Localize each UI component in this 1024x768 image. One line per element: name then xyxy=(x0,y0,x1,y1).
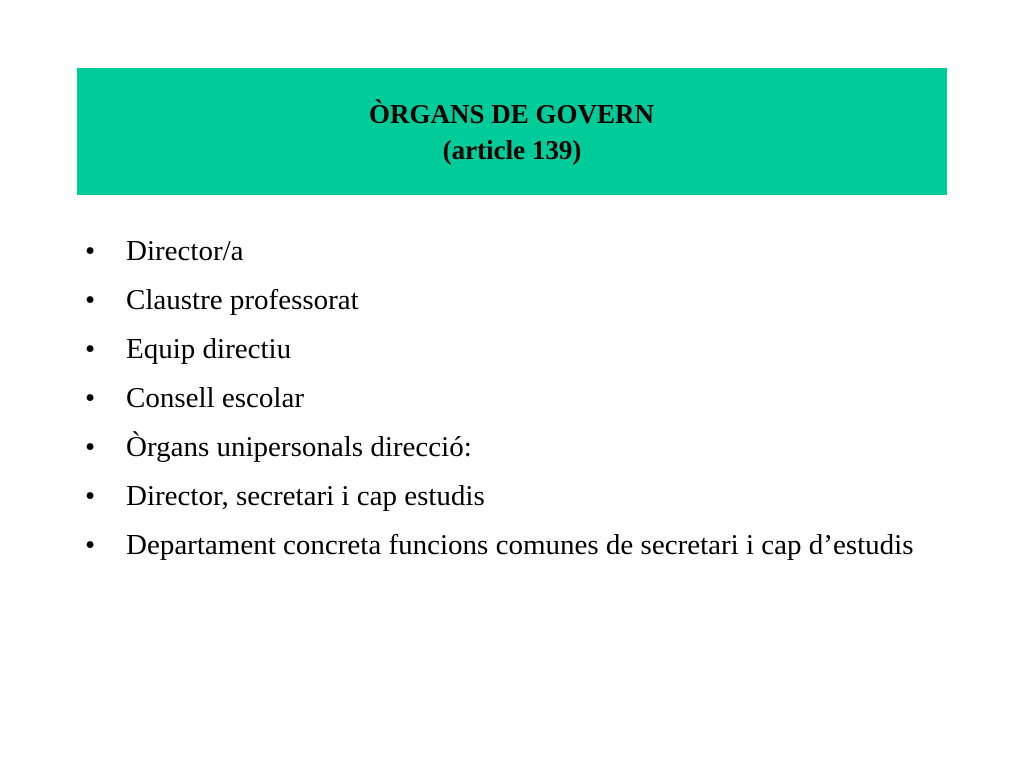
bullet-text: Director, secretari i cap estudis xyxy=(126,480,485,512)
bullet-icon: • xyxy=(85,431,96,463)
bullet-icon: • xyxy=(85,529,96,561)
bullet-item xyxy=(80,423,960,472)
bullet-text: Claustre professorat xyxy=(126,284,359,316)
bullet-icon: • xyxy=(85,480,96,512)
bullet-list xyxy=(80,227,960,570)
bullet-text: Departament concreta funcions comunes de secretari i cap d’estudis xyxy=(126,529,914,561)
bullet-item xyxy=(80,521,960,570)
slide-subtitle: (article 139) xyxy=(442,134,582,165)
bullet-item xyxy=(80,276,960,325)
bullet-text: Consell escolar xyxy=(126,382,304,414)
bullet-icon: • xyxy=(85,333,96,365)
bullet-item xyxy=(80,227,960,276)
bullet-item xyxy=(80,374,960,423)
bullet-icon: • xyxy=(85,284,96,316)
bullet-icon: • xyxy=(85,235,96,267)
bullet-text: Equip directiu xyxy=(126,333,292,365)
bullet-text: Òrgans unipersonals direcció: xyxy=(126,431,472,463)
bullet-item xyxy=(80,325,960,374)
bullet-icon: • xyxy=(85,382,96,414)
bullet-text: Director/a xyxy=(126,235,244,267)
title-banner xyxy=(77,68,947,195)
slide-title: ÒRGANS DE GOVERN xyxy=(368,98,655,129)
bullet-item xyxy=(80,472,960,521)
